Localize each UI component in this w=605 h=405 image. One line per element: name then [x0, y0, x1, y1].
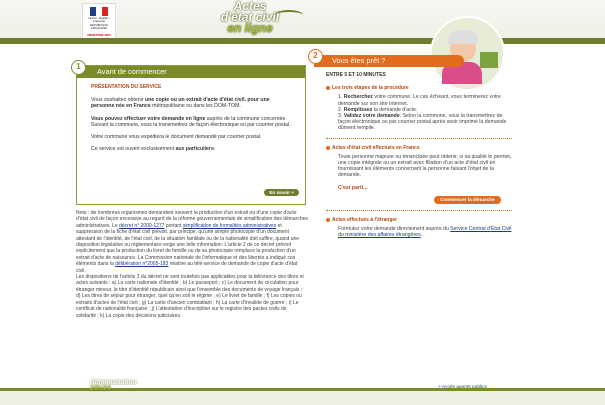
steps-title: Les trois étapes de la procédure	[326, 85, 512, 91]
arrow-icon	[275, 10, 303, 20]
header	[0, 0, 605, 42]
service-central-link[interactable]: Service Central d'État Civil du ministère des affaires étrangères	[338, 226, 512, 239]
duration-label: ENTRE 5 ET 10 MINUTES	[326, 72, 386, 78]
intro-paragraph-4: Ce service est ouvert exclusivement aux particuliers.	[91, 146, 216, 153]
decret-link[interactable]: décret n° 2000-1277	[119, 222, 165, 229]
intro-panel	[76, 62, 306, 205]
cest-parti-label: C'est parti...	[338, 184, 368, 191]
step-1: 1. Recherchez votre commune. Le cas échéant, vous terminerez votre demande sur son site Internet.	[338, 94, 501, 107]
intro-paragraph-3: Votre commune vous expédiera le document demandé par courrier postal.	[91, 134, 262, 141]
step-2: 2. Remplissez la demande d'acte.	[338, 106, 418, 113]
step-3: 3. Validez votre demande. Selon la commune, vous la transmettrez de façon électronique ou par courrier postal après avoir imprimé la demande dûment remplie.	[338, 113, 507, 132]
ready-panel-header	[313, 51, 464, 67]
administration-24h-logo[interactable]	[90, 380, 137, 392]
abroad-section	[326, 217, 512, 239]
admin-line-2: 24h/24	[90, 385, 111, 392]
france-section	[326, 145, 512, 179]
legal-note-exceptions: Les dispositions de l'article 2 du décret ne sont toutefois pas applicables pour la délivrance des titres et actes suivants : a) La carte nationale d'identité ; b) Le passeport ; c) Le document de circulation pour étranger mineur, le titre d'identité républicain ainsi que l'ensemble des documents de voyage français ; d) Les titres de séjour pour étranger, quel qu'en soit le régime ; e) Le livret de famille ; f) Les copies ou extraits d'actes de l'état civil ; g) La carte d'ancien combattant ; h) La carte d'invalide de guerre ; i) Le certificat de nationalité française ; j) L'attestation d'inscription sur le registre des pactes civils de solidarité ; k) La copie des décisions judiciaires.	[76, 274, 304, 319]
step-number-1: 1	[71, 60, 86, 75]
brand-line-1: Actes	[233, 0, 267, 13]
republique-logo[interactable]	[82, 3, 116, 41]
learn-more-button[interactable]: En savoir +	[264, 189, 299, 196]
brand-line-3: en ligne	[227, 21, 273, 35]
ready-panel-title: Vous êtes prêt ?	[332, 56, 386, 65]
header-band	[0, 38, 605, 44]
deliberation-link[interactable]: délibération n°2005-183	[115, 261, 169, 268]
steps-section	[326, 85, 512, 131]
step-number-2: 2	[308, 49, 323, 64]
site-brand[interactable]	[205, 1, 295, 41]
france-text: Toute personne majeure ou émancipée peut obtenir, si sa qualité le permet, une copie intégrale ou un extrait avec filiation d'un acte d'état civil en fournissant les éléments concernant la personne faisant l'objet de la demande.	[338, 153, 512, 179]
footer	[0, 379, 605, 405]
ready-panel	[313, 51, 524, 365]
abroad-text: Formulez votre demande directement auprès du Service Central d'État Civil du ministère des affaires étrangères.	[338, 226, 512, 239]
logo-text-1: Liberté • Égalité • Fraternité	[88, 16, 110, 24]
simplification-link[interactable]: simplification de formalités administratives	[182, 222, 277, 229]
france-title: Actes d'état civil effectués en France	[326, 145, 512, 151]
logo-text-3: MINISTÈRE DES	[87, 32, 111, 37]
flag-icon	[90, 7, 108, 16]
legal-note: Note : de nombreux organismes demandent souvent la production d'un extrait ou d'une copie d'acte d'état civil de façon excessive au regard de la réforme gouvernementale de simplification des démarches administratives. Le décret n° 2000-1277 portant simplification de formalités administratives et suppression de la fiche d'état civil prévoit, par principe, qu'une simple photocopie d'un document attestant de l'identité, de l'état civil, de la situation familiale ou de la nationalité doit suffire, quand une disposition législative ou réglementaire exige une telle information. L'article 2 de ce décret prévoit explicitement que la production du livret de famille ou de sa photocopie remplace la production d'un extrait d'acte de naissance. La Commission nationale de l'informatique et des libertés a indiqué ces éléments dans la délibération n°2005-183 relative au télé-service de demande de copie d'acte d'état civil. Les dispositions de l'article 2 du décret ne sont toutefois pas applicables pour la délivrance des titres et actes suivants : a) La carte nationale d'identité ; b) Le passeport ; c) Le document de circulation pour étranger mineur, le titre d'identité républicain ainsi que l'ensemble des documents de voyage français ; d) Les titres de séjour pour étranger, quel qu'en soit le régime ; e) Le livret de famille ; f) Les copies ou extraits d'actes de l'état civil ; g) La carte d'ancien combattant ; h) La carte d'invalide de guerre ; i) Le certificat de nationalité française ; j) L'attestation d'inscription sur le registre des pactes civils de solidarité ; k) La copie des décisions judiciaires.	[76, 210, 308, 319]
admin-line-1: Administration	[90, 379, 137, 386]
service-presentation-title: PRÉSENTATION DU SERVICE	[91, 84, 162, 90]
abroad-title: Actes effectués à l'étranger	[326, 217, 512, 223]
brand-line-2: d'état civil	[220, 10, 280, 24]
person-hair	[448, 30, 478, 44]
start-procedure-button[interactable]: Commencer la démarche	[434, 196, 501, 204]
intro-panel-header	[76, 62, 305, 78]
intro-panel-title: Avant de commencer	[97, 67, 167, 76]
intro-paragraph-1: Vous souhaitez obtenir une copie ou un extrait d'acte d'état civil, pour une personne née en France métropolitaine ou dans les DOM-TOM.	[91, 97, 270, 110]
logo-text-2: RÉPUBLIQUE FRANÇAISE	[89, 22, 109, 31]
intro-paragraph-2: Vous pouvez effectuer votre demande en ligne auprès de la commune concernée. Suivant la commune, vous la transmettrez de façon électronique ou par courrier postal.	[91, 115, 291, 128]
